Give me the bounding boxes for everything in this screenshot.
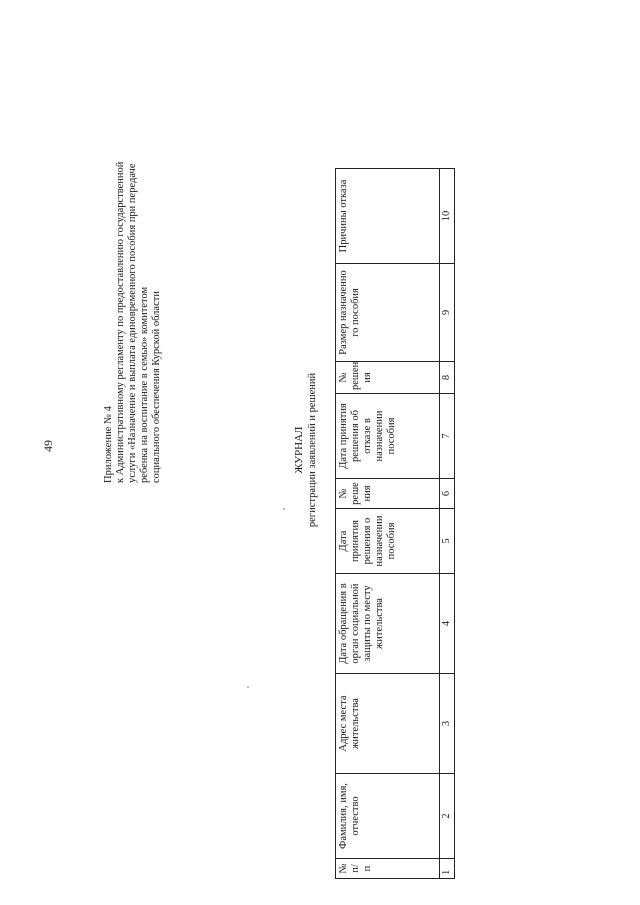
journal-title: ЖУРНАЛ (293, 426, 305, 474)
header-cell: Дата принятия решения о назначении пособия (336, 509, 440, 574)
number-cell: 5 (440, 509, 455, 574)
number-cell: 9 (440, 264, 455, 362)
appendix-line: Приложение № 4 (103, 406, 114, 483)
appendix-line: услуги «Назначение и выплата единовременного пособия при передаче (127, 163, 138, 483)
journal-subtitle: регистрации заявлений и решений (307, 372, 318, 528)
header-cell: Дата принятия решения об отказе в назначении пособия (336, 394, 440, 479)
journal-table-wrap (335, 169, 455, 879)
appendix-header (103, 83, 163, 483)
journal-heading (292, 100, 320, 800)
number-cell: 4 (440, 574, 455, 674)
table-number-row (440, 169, 455, 879)
header-cell: № реше ния (336, 479, 440, 509)
scan-speck (283, 508, 285, 510)
number-cell: 2 (440, 774, 455, 859)
appendix-line: социального обеспечения Курской области (151, 291, 162, 483)
header-cell: Адрес места жительства (336, 674, 440, 774)
header-cell: Фамилия, имя, отчество (336, 774, 440, 859)
number-cell: 8 (440, 362, 455, 394)
header-cell: Дата обращения в орган социальной защиты по месту жительства (336, 574, 440, 674)
table-header-row (336, 169, 440, 879)
number-cell: 1 (440, 859, 455, 879)
header-cell: Причины отказа (336, 169, 440, 264)
number-cell: 7 (440, 394, 455, 479)
appendix-line: к Административному регламенту по предоставлению государственной (115, 161, 126, 483)
number-cell: 10 (440, 169, 455, 264)
page-number: 49 (41, 440, 55, 452)
header-cell: № п/п (336, 859, 440, 879)
number-cell: 6 (440, 479, 455, 509)
header-cell: № решен ия (336, 362, 440, 394)
appendix-line: ребенка на воспитание в семью» комитетом (139, 286, 150, 483)
journal-table (335, 168, 455, 879)
number-cell: 3 (440, 674, 455, 774)
scan-speck (247, 686, 249, 688)
header-cell: Размер назначенно го пособия (336, 264, 440, 362)
